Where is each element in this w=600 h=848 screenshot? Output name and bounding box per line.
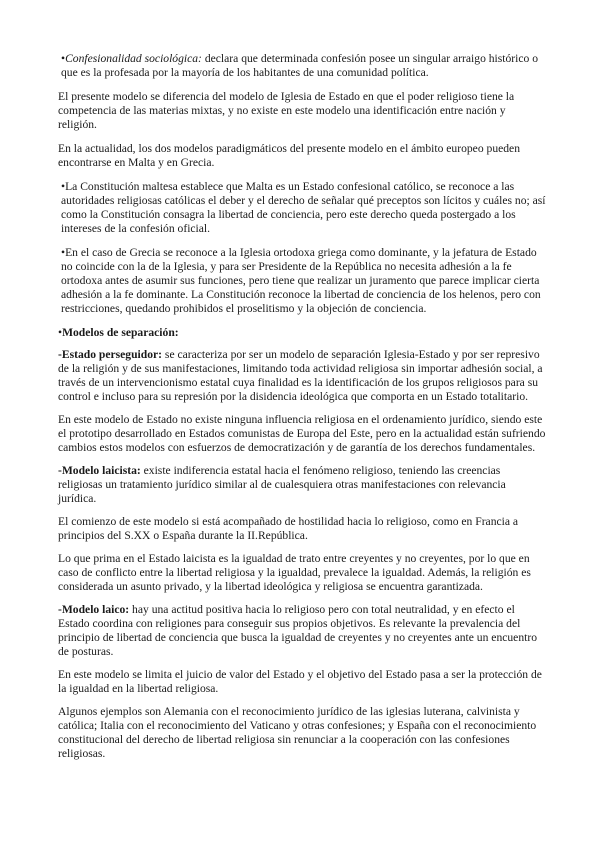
bullet: • [61, 180, 66, 193]
paragraph-actualidad-malta-grecia: En la actualidad, los dos modelos paradigmáticos del presente modelo en el ámbito europeo pueden encontrarse en Malta y en Grecia. [58, 142, 521, 169]
term-estado-perseguidor: -Estado perseguidor: [58, 348, 163, 361]
bullet: • [61, 52, 66, 65]
paragraph-ejemplos: Algunos ejemplos son Alemania con el reconocimiento jurídico de las iglesias luterana, calvinista y católica; Italia con el reconocimiento del Vaticano y otras confesiones; y España con el reconocimiento constitucional del derecho de libertad religiosa sin renunciar a la cooperación con las confesiones religiosas. [58, 705, 537, 760]
paragraph-modelo-laico: -Modelo laico: hay una actitud positiva hacia lo religioso pero con total neutralidad, y en efecto el Estado coordina con religiones para conseguir sus propios objetivos. Es relevante la prevalencia del principio de libertad de conciencia que busca la igualdad de creyentes y no creyentes ante un encuentro de posturas. [58, 603, 538, 658]
term-modelo-laico: -Modelo laico: [58, 603, 130, 616]
paragraph-comienzo-modelo: El comienzo de este modelo si está acompañado de hostilidad hacia lo religioso, como en Francia a principios del S.XX o España durante la II.República. [58, 515, 519, 542]
paragraph-modelo-laicista: -Modelo laicista: existe indiferencia estatal hacia el fenómeno religioso, teniendo las creencias religiosas un tratamiento jurídico similar al de cualesquiera otras manifestaciones con relevancia jurídica. [58, 464, 506, 505]
bullet-confesionalidad-sociologica: •Confesionalidad sociológica: declara que determinada confesión posee un singular arraigo histórico o que es la profesada por la mayoría de los habitantes de una comunidad política. [61, 52, 539, 79]
bullet-constitucion-maltesa: •La Constitución maltesa establece que Malta es un Estado confesional católico, se reconoce a las autoridades religiosas católicas el deber y el derecho de señalar qué preceptos son lícitos y cuáles no; así como la Constitución consagra la libertad de conciencia, pero este derecho queda postergado a los intereses de la confesión oficial. [61, 180, 546, 235]
bullet: • [58, 326, 63, 339]
term-modelo-laicista: -Modelo laicista: [58, 464, 141, 477]
section-heading-modelos-separacion: •Modelos de separación: [58, 326, 179, 339]
paragraph-sin-influencia-religiosa: En este modelo de Estado no existe ninguna influencia religiosa en el ordenamiento jurídico, siendo este el prototipo desarrollado en Estados comunistas de Europa del Este, pero en la actualidad están sufriendo cambios estos modelos con esfuerzos de democratización y de garantía de los derechos fundamentales. [58, 413, 546, 454]
bullet-caso-grecia: •En el caso de Grecia se reconoce a la Iglesia ortodoxa griega como dominante, y la jefatura de Estado no coincide con la de la Iglesia, y para ser Presidente de la República no necesita adhesión a la fe ortodoxa antes de asumir sus funciones, pero tiene que realizar un juramento que parece implicar cierta adhesión a la fe dominante. La Constitución reconoce la libertad de conciencia de los helenos, pero con restricciones, quedando prohibidos el proselitismo y la objeción de conciencia. [61, 246, 541, 315]
paragraph-juicio-valor: En este modelo se limita el juicio de valor del Estado y el objetivo del Estado pasa a ser la protección de la igualdad en la libertad religiosa. [58, 668, 542, 695]
paragraph-diferencia-modelo: El presente modelo se diferencia del modelo de Iglesia de Estado en que el poder religioso tiene la competencia de las materias mixtas, y no existe en este modelo una identificación entre nación y religión. [58, 90, 515, 131]
paragraph-estado-perseguidor: -Estado perseguidor: se caracteriza por ser un modelo de separación Iglesia-Estado y por ser represivo de la religión y de sus manifestaciones, limitando toda actividad religiosa sin importar adhesión social, a través de un intervencionismo estatal cuya finalidad es la identificación de los grupos religiosos para su control e incluso para su represión por la disidencia ideológica que comporta en un Estado totalitario. [58, 348, 543, 403]
bullet: • [61, 246, 66, 259]
paragraph-prima-estado-laicista: Lo que prima en el Estado laicista es la igualdad de trato entre creyentes y no creyentes, por lo que en caso de conflicto entre la libertad religiosa y la igualdad, prevalece la igualdad. Además, la religión es considerada un asunto privado, y la libertad ideológica y religiosa se encuentra garantizada. [58, 552, 531, 593]
term-confesionalidad-sociologica: Confesionalidad sociológica: [65, 52, 202, 65]
